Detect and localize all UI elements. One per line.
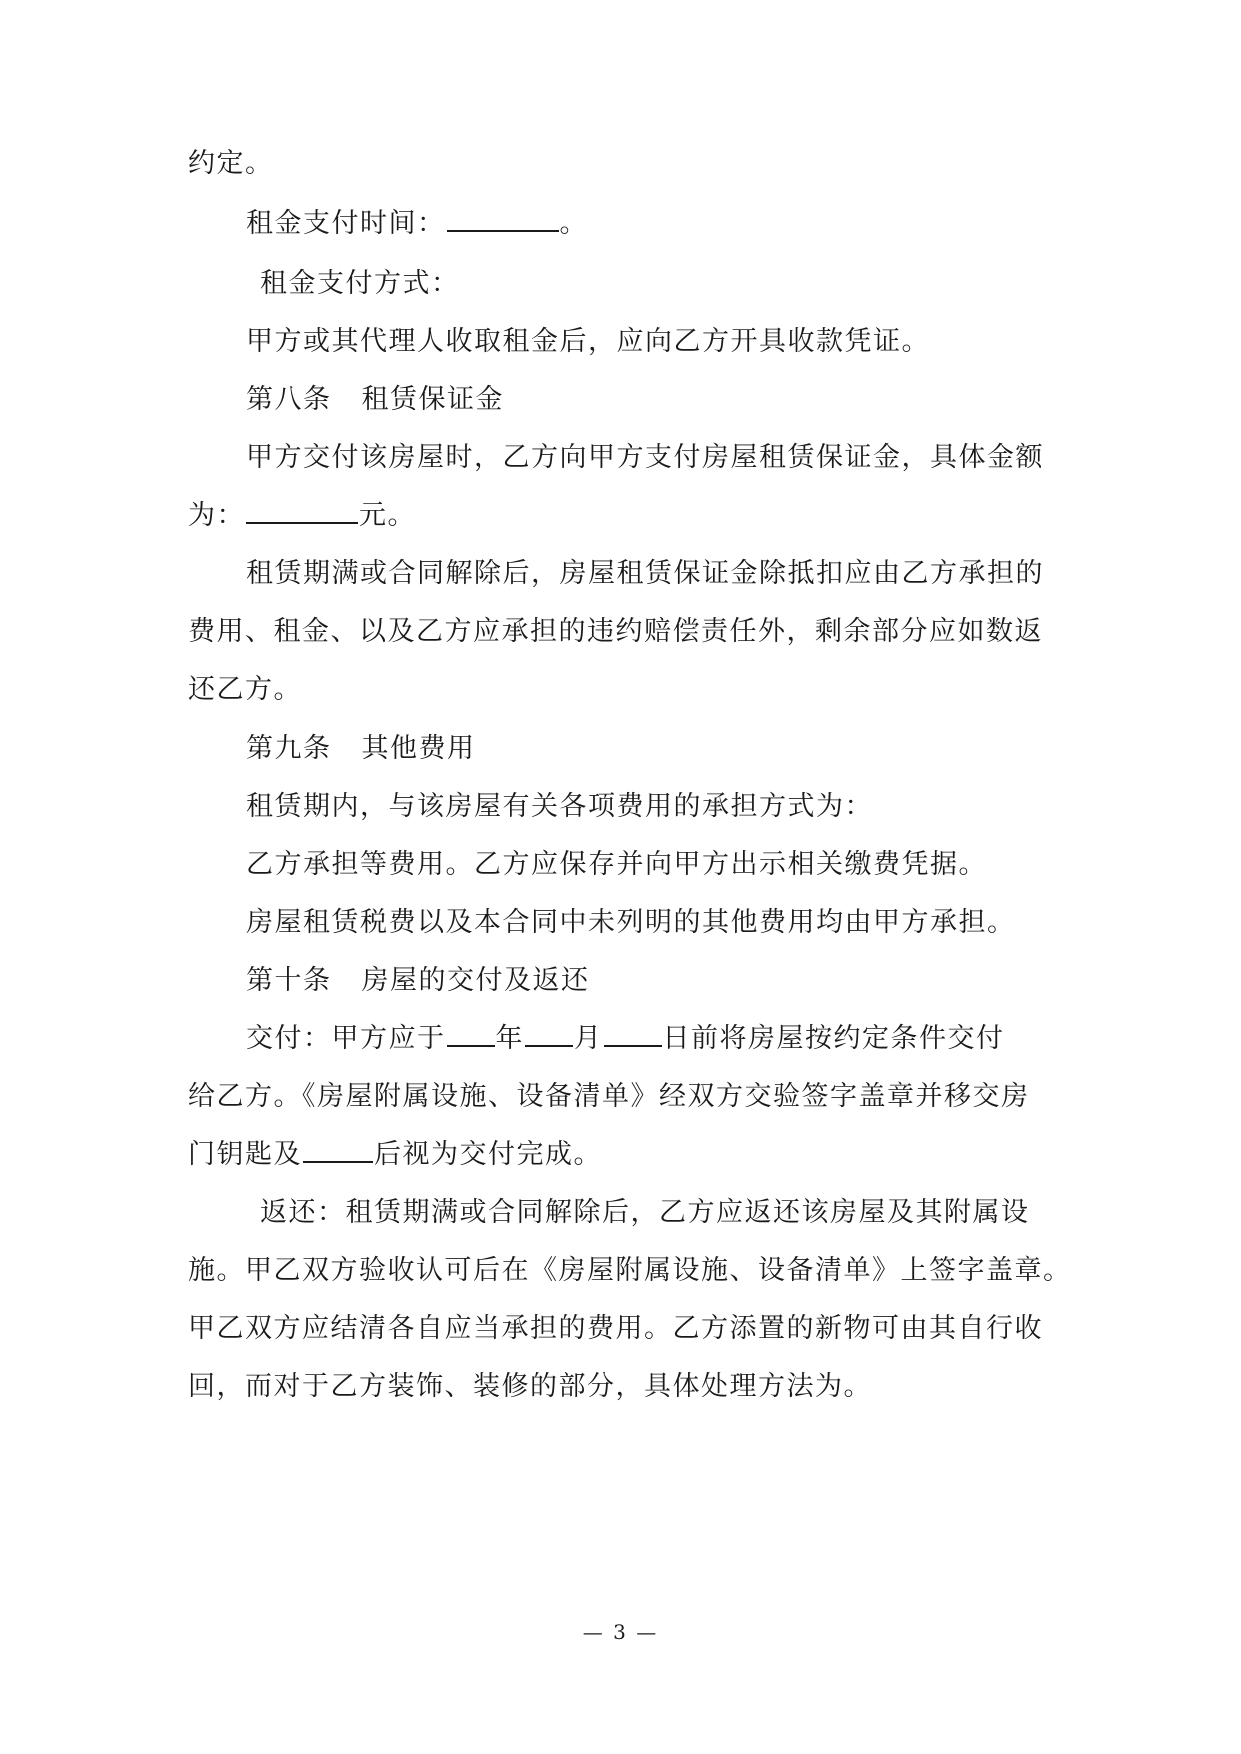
article-title: 房屋的交付及返还 (361, 965, 590, 996)
line-text: 甲方交付该房屋时，乙方向甲方支付房屋租赁保证金，具体金额 (246, 442, 1044, 473)
line-text: 。 (559, 208, 588, 239)
line-text: 返还：租赁期满或合同解除后，乙方应返还该房屋及其附属设 (260, 1197, 1030, 1228)
line-text: 房屋租赁税费以及本合同中未列明的其他费用均由甲方承担。 (246, 907, 1016, 938)
blank-field (246, 498, 358, 524)
text-line (188, 1251, 1072, 1291)
line-text: 施。甲乙双方验收认可后在《房屋附属设施、设备清单》上签字盖章。 (188, 1255, 1072, 1286)
line-text: 后视为交付完成。 (374, 1139, 602, 1170)
line-text: 年 (495, 1023, 524, 1054)
article-title: 其他费用 (361, 733, 476, 764)
page-number: — 3 — (582, 1620, 659, 1644)
line-text: 租金支付方式： (260, 268, 460, 299)
line-text: 给乙方。《房屋附属设施、设备清单》经双方交验签字盖章并移交房 (188, 1081, 1030, 1112)
line-text: 费用、租金、以及乙方应承担的违约赔偿责任外，剩余部分应如数返 (188, 616, 1043, 647)
line-text: 还乙方。 (188, 674, 302, 705)
article-title: 租赁保证金 (361, 384, 504, 415)
line-text: 约定。 (188, 148, 274, 179)
blank-field-year (447, 1021, 495, 1047)
text-line (188, 670, 302, 710)
line-text: 日前将房屋按约定条件交付 (662, 1023, 1005, 1054)
line-text: 租赁期满或合同解除后，房屋租赁保证金除抵扣应由乙方承担的 (246, 558, 1044, 589)
article-number: 第九条 (246, 733, 332, 764)
text-line (260, 1193, 1030, 1233)
text-line (246, 438, 1044, 478)
text-line (188, 612, 1043, 652)
text-line (188, 1309, 1043, 1349)
article-heading (246, 380, 504, 420)
line-text: 乙方承担等费用。乙方应保存并向甲方出示相关缴费凭据。 (246, 849, 987, 880)
text-line (246, 845, 987, 885)
rent-payment-method-line (260, 264, 460, 304)
text-line (188, 144, 274, 184)
article-number: 第八条 (246, 384, 332, 415)
text-line (188, 1077, 1030, 1117)
deposit-amount-line (188, 496, 416, 536)
rent-payment-time-line (246, 204, 588, 244)
line-text: 甲乙双方应结清各自应当承担的费用。乙方添置的新物可由其自行收 (188, 1313, 1043, 1344)
text-line (188, 1367, 872, 1407)
line-text: 租金支付时间： (246, 208, 446, 239)
blank-field-day (604, 1021, 662, 1047)
blank-field (303, 1137, 373, 1163)
line-text: 门钥匙及 (188, 1139, 302, 1170)
line-text: 租赁期内，与该房屋有关各项费用的承担方式为： (246, 791, 873, 822)
line-text: 为： (188, 500, 245, 531)
text-line (246, 554, 1044, 594)
text-line (246, 787, 873, 827)
blank-field (447, 206, 559, 232)
keys-line (188, 1135, 602, 1175)
article-number: 第十条 (246, 965, 332, 996)
article-heading (246, 961, 590, 1001)
line-text: 回，而对于乙方装饰、装修的部分，具体处理方法为。 (188, 1371, 872, 1402)
article-heading (246, 729, 476, 769)
text-line (246, 903, 1016, 943)
line-text: 元。 (359, 500, 416, 531)
line-text: 甲方或其代理人收取租金后，应向乙方开具收款凭证。 (246, 326, 930, 357)
text-line (246, 322, 930, 362)
line-text: 交付：甲方应于 (246, 1023, 446, 1054)
blank-field-month (525, 1021, 573, 1047)
line-text: 月 (574, 1023, 603, 1054)
delivery-date-line (246, 1019, 1005, 1059)
